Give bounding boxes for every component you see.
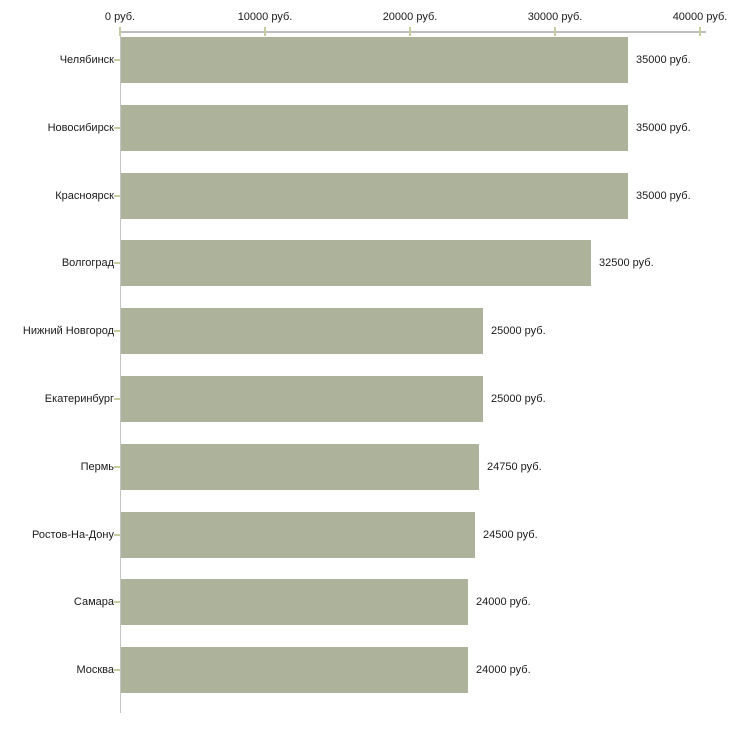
bar	[121, 240, 591, 286]
bar	[121, 105, 628, 151]
value-label: 24000 руб.	[476, 664, 531, 676]
value-label: 24000 руб.	[476, 596, 531, 608]
category-label: Екатеринбург	[44, 393, 114, 405]
x-axis-tick-label: 0 руб.	[104, 11, 136, 23]
bar	[121, 512, 475, 558]
value-label: 25000 руб.	[491, 393, 546, 405]
category-label: Нижний Новгород	[22, 325, 114, 337]
value-label: 32500 руб.	[599, 257, 654, 269]
bar	[121, 647, 468, 693]
x-axis-tick-label: 20000 руб.	[382, 11, 438, 23]
bar	[121, 579, 468, 625]
y-axis-tick-mark	[114, 669, 120, 671]
y-axis-tick-mark	[114, 398, 120, 400]
x-axis-tick-mark	[119, 27, 121, 36]
category-label: Ростов-На-Дону	[31, 529, 114, 541]
y-axis-tick-mark	[114, 466, 120, 468]
y-axis-tick-mark	[114, 330, 120, 332]
y-axis-tick-mark	[114, 262, 120, 264]
value-label: 24750 руб.	[487, 461, 542, 473]
category-label: Самара	[73, 596, 114, 608]
value-label: 35000 руб.	[636, 190, 691, 202]
bar	[121, 376, 483, 422]
x-axis-tick-mark	[409, 27, 411, 36]
bar	[121, 37, 628, 83]
x-axis-tick-label: 30000 руб.	[527, 11, 583, 23]
y-axis-tick-mark	[114, 601, 120, 603]
value-label: 24500 руб.	[483, 529, 538, 541]
y-axis-tick-mark	[114, 59, 120, 61]
category-label: Красноярск	[55, 190, 114, 202]
x-axis-tick-mark	[554, 27, 556, 36]
y-axis-tick-mark	[114, 195, 120, 197]
y-axis-tick-mark	[114, 534, 120, 536]
x-axis-tick-mark	[699, 27, 701, 36]
value-label: 35000 руб.	[636, 122, 691, 134]
x-axis-tick-mark	[264, 27, 266, 36]
bar	[121, 308, 483, 354]
x-axis-line	[120, 31, 706, 33]
value-label: 35000 руб.	[636, 54, 691, 66]
category-label: Челябинск	[59, 54, 114, 66]
x-axis-tick-label: 10000 руб.	[237, 11, 293, 23]
bar	[121, 173, 628, 219]
category-label: Волгоград	[61, 257, 114, 269]
bar	[121, 444, 479, 490]
x-axis-tick-label: 40000 руб.	[672, 11, 728, 23]
category-label: Москва	[76, 664, 114, 676]
category-label: Новосибирск	[47, 122, 114, 134]
value-label: 25000 руб.	[491, 325, 546, 337]
category-label: Пермь	[80, 461, 114, 473]
y-axis-tick-mark	[114, 127, 120, 129]
